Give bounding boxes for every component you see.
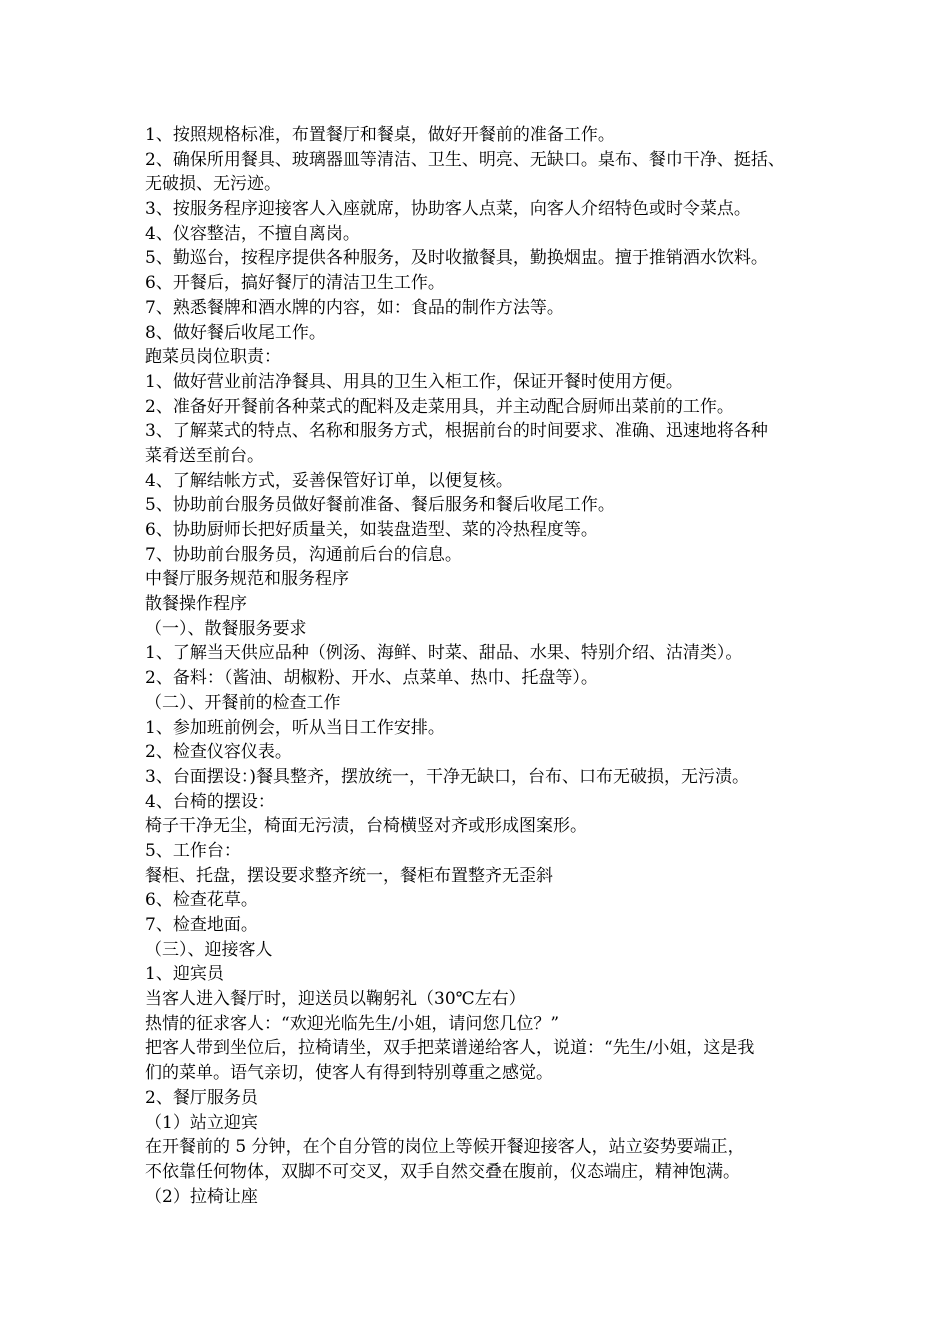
text-line: 1、做好营业前洁净餐具、用具的卫生入柜工作，保证开餐时使用方便。 xyxy=(145,371,683,392)
subsection-heading: （二）、开餐前的检查工作 xyxy=(145,692,341,713)
text-line: 8、做好餐后收尾工作。 xyxy=(145,322,326,343)
text-line: （2）拉椅让座 xyxy=(145,1186,258,1207)
text-line: 2、准备好开餐前各种菜式的配料及走菜用具，并主动配合厨师出菜前的工作。 xyxy=(145,396,734,417)
text-line: 6、协助厨师长把好质量关，如装盘造型、菜的冷热程度等。 xyxy=(145,520,598,540)
text-line: 热情的征求客人：“欢迎光临先生/小姐，请问您几位？” xyxy=(145,1013,560,1034)
text-line: 4、了解结帐方式，妥善保管好订单，以便复核。 xyxy=(145,470,513,491)
text-line: 在开餐前的 5 分钟，在个自分管的岗位上等候开餐迎接客人，站立姿势要端正， xyxy=(145,1137,745,1158)
text-line: 3、台面摆设：)餐具整齐，摆放统一，干净无缺口，台布、口布无破损，无污渍。 xyxy=(145,766,749,787)
text-line: 无破损、无污迹。 xyxy=(145,174,281,195)
section-heading: 跑菜员岗位职责： xyxy=(145,347,281,368)
text-line: 们的菜单。语气亲切，使客人有得到特别尊重之感觉。 xyxy=(145,1063,553,1084)
text-line: 1、参加班前例会，听从当日工作安排。 xyxy=(145,717,445,738)
text-line: 5、协助前台服务员做好餐前准备、餐后服务和餐后收尾工作。 xyxy=(145,495,615,516)
text-line: 1、了解当天供应品种（例汤、海鲜、时菜、甜品、水果、特别介绍、沽清类）。 xyxy=(145,643,743,664)
text-line: 2、检查仪容仪表。 xyxy=(145,742,292,763)
subsection-heading: （三）、迎接客人 xyxy=(145,939,273,960)
text-line: 2、餐厅服务员 xyxy=(145,1087,258,1108)
text-line: 6、检查花草。 xyxy=(145,890,258,911)
text-line: 菜肴送至前台。 xyxy=(145,445,264,466)
text-line: 餐柜、托盘，摆设要求整齐统一，餐柜布置整齐无歪斜 xyxy=(145,865,553,886)
text-line: 椅子干净无尘，椅面无污渍，台椅横竖对齐或形成图案形。 xyxy=(145,816,587,837)
text-line: 7、检查地面。 xyxy=(145,915,258,935)
text-line: 2、确保所用餐具、玻璃器皿等清洁、卫生、明亮、无缺口。桌布、餐巾干净、挺括、 xyxy=(145,149,785,170)
text-line: 1、按照规格标准，布置餐厅和餐桌，做好开餐前的准备工作。 xyxy=(145,125,615,145)
text-line: 5、工作台： xyxy=(145,840,241,861)
text-line: 7、熟悉餐牌和酒水牌的内容，如：食品的制作方法等。 xyxy=(145,297,564,318)
text-line: 4、仪容整洁，不擅自离岗。 xyxy=(145,223,360,244)
section-heading: 散餐操作程序 xyxy=(145,594,247,615)
text-line: 2、备料：（酱油、胡椒粉、开水、点菜单、热巾、托盘等）。 xyxy=(145,668,598,689)
text-line: 4、台椅的摆设： xyxy=(145,791,275,812)
document-page xyxy=(145,123,815,1209)
text-line: 3、了解菜式的特点、名称和服务方式，根据前台的时间要求、准确、迅速地将各种 xyxy=(145,421,768,442)
text-line: 6、开餐后，搞好餐厅的清洁卫生工作。 xyxy=(145,273,445,294)
text-line: 5、勤巡台，按程序提供各种服务，及时收撤餐具，勤换烟盅。擅于推销酒水饮料。 xyxy=(145,248,768,269)
section-heading: 中餐厅服务规范和服务程序 xyxy=(145,569,349,590)
text-line: 1、迎宾员 xyxy=(145,964,224,985)
text-line: 3、按服务程序迎接客人入座就席，协助客人点菜，向客人介绍特色或时令菜点。 xyxy=(145,199,751,220)
text-line: 不依靠任何物体，双脚不可交叉，双手自然交叠在腹前，仪态端庄，精神饱满。 xyxy=(145,1161,740,1182)
text-line: 把客人带到坐位后，拉椅请坐，双手把菜谱递给客人，说道：“先生/小姐，这是我 xyxy=(145,1038,755,1059)
text-line: （1）站立迎宾 xyxy=(145,1112,258,1133)
text-line: 7、协助前台服务员，沟通前后台的信息。 xyxy=(145,544,462,565)
text-line: 当客人进入餐厅时，迎送员以鞠躬礼（30℃左右） xyxy=(145,989,526,1010)
subsection-heading: （一）、散餐服务要求 xyxy=(145,618,307,639)
